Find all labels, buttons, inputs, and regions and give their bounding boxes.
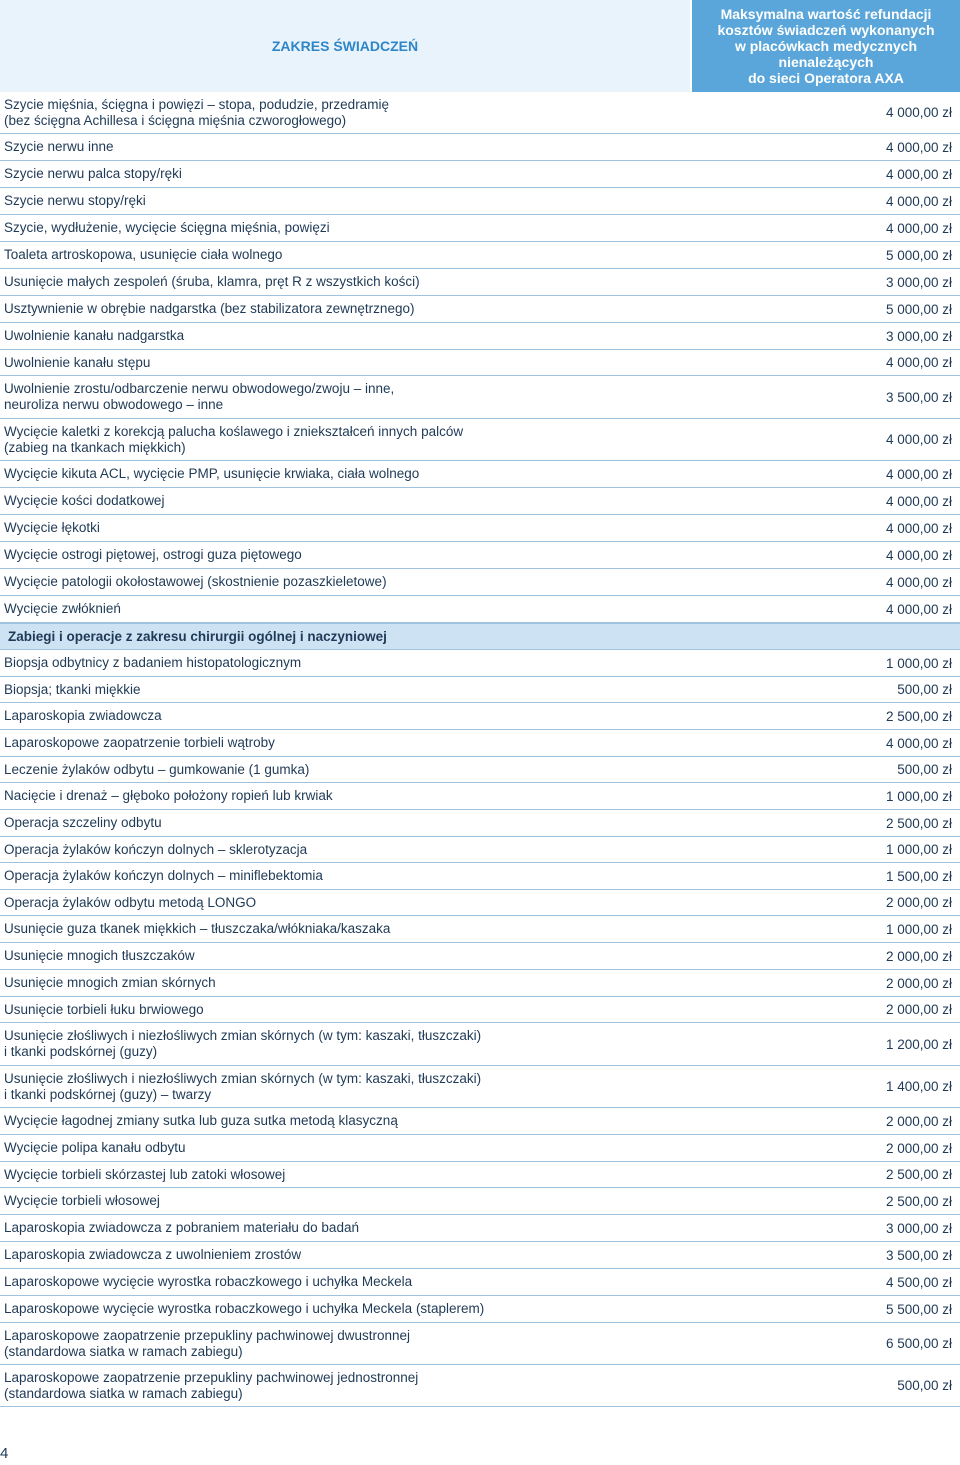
service-name — [0, 1323, 692, 1364]
refund-value: 500,00 zł — [897, 1378, 952, 1393]
column-header-refund-line: Maksymalna wartość refundacji — [720, 6, 932, 22]
service-name-line: Laparoskopowe wycięcie wyrostka robaczkowego i uchyłka Meckela — [4, 1274, 413, 1289]
service-name-line: Usztywnienie w obrębie nadgarstka (bez stabilizatora zewnętrznego) — [4, 301, 415, 316]
service-name — [0, 650, 692, 676]
column-header-scope — [0, 0, 692, 92]
service-name-line: Nacięcie i drenaż – głęboko położony ropień lub krwiak — [4, 788, 333, 803]
table-body — [0, 92, 960, 1407]
table-row — [0, 542, 960, 569]
refund-value: 2 500,00 zł — [885, 815, 952, 831]
table-row — [0, 677, 960, 703]
refund-value: 2 500,00 zł — [885, 708, 952, 724]
service-name — [0, 1215, 692, 1241]
service-name-line: i tkanki podskórnej (guzy) – twarzy — [4, 1086, 212, 1102]
section-header-row — [0, 623, 960, 650]
service-name — [0, 323, 692, 349]
service-name-line: Leczenie żylaków odbytu – gumkowanie (1 gumka) — [4, 761, 310, 777]
refund-value: 4 000,00 zł — [885, 166, 952, 182]
service-name-line: Usunięcie małych zespoleń (śruba, klamra, pręt R z wszystkich kości) — [4, 274, 420, 289]
service-name-line: Biopsja odbytnicy z badaniem histopatologicznym — [4, 655, 302, 670]
service-name-line: Wycięcie kaletki z korekcją palucha koślawego i zniekształceń innych palców — [4, 423, 464, 439]
refund-value: 2 000,00 zł — [885, 1002, 952, 1017]
refund-value: 4 000,00 zł — [885, 735, 952, 751]
service-name-line: Uwolnienie zrostu/odbarczenie nerwu obwodowego/zwoju – inne, — [4, 381, 395, 396]
refund-value: 1 400,00 zł — [885, 1079, 952, 1094]
service-name — [0, 1242, 692, 1268]
refund-value: 1 000,00 zł — [885, 788, 952, 804]
service-name-line: (standardowa siatka w ramach zabiegu) — [4, 1385, 243, 1401]
service-name — [0, 1365, 692, 1406]
service-name — [0, 837, 692, 862]
column-header-refund-line: do sieci Operatora AXA — [748, 70, 904, 86]
service-name — [0, 730, 692, 756]
service-name — [0, 188, 692, 214]
refund-value: 4 000,00 zł — [885, 355, 952, 370]
service-name — [0, 92, 692, 133]
table-row — [0, 1023, 960, 1066]
table-row — [0, 730, 960, 757]
refund-value: 3 500,00 zł — [885, 1247, 952, 1263]
service-name-line: Laparoskopowe wycięcie wyrostka robaczkowego i uchyłka Meckela (staplerem) — [4, 1301, 485, 1316]
service-name-line: Laparoskopia zwiadowcza — [4, 708, 162, 723]
service-name — [0, 134, 692, 160]
service-name — [0, 1108, 692, 1134]
service-name — [0, 997, 692, 1022]
service-name-line: Wycięcie kikuta ACL, wycięcie PMP, usunięcie krwiaka, ciała wolnego — [4, 466, 420, 481]
service-name — [0, 215, 692, 241]
refund-value: 3 000,00 zł — [885, 328, 952, 344]
service-name — [0, 1269, 692, 1295]
table-row — [0, 1323, 960, 1365]
table-row — [0, 1242, 960, 1269]
refund-value: 4 000,00 zł — [885, 493, 952, 509]
service-name — [0, 515, 692, 541]
service-name-line: Operacja żylaków kończyn dolnych – miniflebektomia — [4, 868, 323, 883]
service-name-line: (standardowa siatka w ramach zabiegu) — [4, 1343, 243, 1359]
service-name — [0, 1296, 692, 1322]
service-name-line: (bez ścięgna Achillesa i ścięgna mięśnia czworogłowego) — [4, 112, 347, 128]
service-name-line: Laparoskopowe zaopatrzenie przepukliny pachwinowej jednostronnej — [4, 1369, 419, 1385]
service-name — [0, 1135, 692, 1161]
service-name-line: Usunięcie mnogich tłuszczaków — [4, 948, 195, 963]
service-name — [0, 269, 692, 295]
refund-value: 6 500,00 zł — [885, 1336, 952, 1351]
service-name — [0, 1023, 692, 1065]
service-name — [0, 542, 692, 568]
service-name — [0, 783, 692, 809]
refund-value: 2 500,00 zł — [885, 1193, 952, 1209]
section-title — [0, 624, 692, 649]
refund-value: 1 000,00 zł — [885, 655, 952, 671]
service-name-line: Usunięcie złośliwych i niezłośliwych zmian skórnych (w tym: kaszaki, tłuszczaki) — [4, 1028, 482, 1043]
service-name-line: Uwolnienie kanału stępu — [4, 354, 151, 370]
service-name — [0, 810, 692, 836]
column-header-scope-label: ZAKRES ŚWIADCZEŃ — [271, 38, 419, 54]
table-row — [0, 188, 960, 215]
table-header — [0, 0, 960, 92]
table-row — [0, 1162, 960, 1188]
service-name — [0, 1162, 692, 1187]
table-row — [0, 134, 960, 161]
table-row — [0, 810, 960, 837]
refund-value: 500,00 zł — [897, 762, 952, 777]
refund-value: 5 000,00 zł — [885, 301, 952, 317]
table-row — [0, 296, 960, 323]
service-name-line: i tkanki podskórnej (guzy) — [4, 1044, 158, 1059]
service-name — [0, 943, 692, 969]
service-name-line: Wycięcie polipa kanału odbytu — [4, 1140, 186, 1155]
service-name-line: Szycie nerwu palca stopy/ręki — [4, 166, 182, 181]
refund-value: 4 000,00 zł — [885, 193, 952, 209]
service-name-line: Usunięcie mnogich zmian skórnych — [4, 975, 216, 990]
refund-value: 4 000,00 zł — [885, 574, 952, 590]
refund-value: 4 000,00 zł — [885, 432, 952, 447]
service-name-line: Operacja szczeliny odbytu — [4, 815, 162, 830]
table-row — [0, 1066, 960, 1108]
table-row — [0, 376, 960, 419]
table-row — [0, 916, 960, 943]
table-row — [0, 269, 960, 296]
refund-value: 4 000,00 zł — [885, 105, 952, 120]
refund-value: 5 500,00 zł — [885, 1301, 952, 1317]
service-name-line: Wycięcie torbieli skórzastej lub zatoki włosowej — [4, 1166, 286, 1182]
service-name-line: Biopsja; tkanki miękkie — [4, 681, 141, 697]
service-name — [0, 677, 692, 702]
service-name-line: Wycięcie ostrogi piętowej, ostrogi guza piętowego — [4, 547, 302, 562]
service-name — [0, 242, 692, 268]
service-name-line: Uwolnienie kanału nadgarstka — [4, 328, 185, 343]
service-name — [0, 863, 692, 889]
table-row — [0, 1365, 960, 1407]
table-row — [0, 650, 960, 677]
table-row — [0, 323, 960, 350]
service-name-line: Usunięcie guza tkanek miękkich – tłuszczaka/włókniaka/kaszaka — [4, 921, 391, 936]
refund-value: 4 000,00 zł — [885, 547, 952, 563]
table-row — [0, 1296, 960, 1323]
service-name-line: (zabieg na tkankach miękkich) — [4, 439, 186, 455]
table-row — [0, 461, 960, 488]
table-row — [0, 1135, 960, 1162]
refund-value: 2 500,00 zł — [885, 1167, 952, 1182]
refund-value: 2 000,00 zł — [885, 948, 952, 964]
table-row — [0, 350, 960, 376]
service-name — [0, 161, 692, 187]
refund-value: 3 500,00 zł — [885, 389, 952, 405]
service-name-line: Laparoskopowe zaopatrzenie torbieli wątroby — [4, 735, 275, 750]
refund-value: 3 000,00 zł — [885, 1220, 952, 1236]
refund-value: 1 000,00 zł — [885, 921, 952, 937]
service-name-line: Toaleta artroskopowa, usunięcie ciała wolnego — [4, 247, 283, 262]
service-name-line: Operacja żylaków odbytu metodą LONGO — [4, 894, 257, 910]
table-row — [0, 515, 960, 542]
service-name-line: Wycięcie kości dodatkowej — [4, 493, 165, 508]
refund-value: 4 000,00 zł — [885, 139, 952, 155]
table-row — [0, 419, 960, 461]
refund-value: 4 000,00 zł — [885, 466, 952, 482]
service-name — [0, 569, 692, 595]
refund-value: 2 000,00 zł — [885, 1140, 952, 1156]
service-name — [0, 350, 692, 375]
refund-value: 1 200,00 zł — [885, 1036, 952, 1052]
service-name-line: Szycie mięśnia, ścięgna i powięzi – stopa, podudzie, przedramię — [4, 96, 389, 112]
table-row — [0, 703, 960, 730]
table-row — [0, 783, 960, 810]
table-row — [0, 488, 960, 515]
service-name — [0, 890, 692, 915]
refund-value: 5 000,00 zł — [885, 247, 952, 263]
table-row — [0, 92, 960, 134]
service-name-line: Wycięcie torbieli włosowej — [4, 1193, 160, 1208]
table-row — [0, 1269, 960, 1296]
table-row — [0, 1108, 960, 1135]
service-name-line: Usunięcie złośliwych i niezłośliwych zmian skórnych (w tym: kaszaki, tłuszczaki) — [4, 1070, 482, 1086]
table-row — [0, 161, 960, 188]
table-row — [0, 837, 960, 863]
service-name — [0, 916, 692, 942]
service-name — [0, 296, 692, 322]
refund-value: 2 000,00 zł — [885, 975, 952, 991]
service-name-line: neuroliza nerwu obwodowego – inne — [4, 397, 224, 412]
refund-value — [692, 624, 960, 649]
refund-value: 4 000,00 zł — [885, 520, 952, 536]
refund-value: 2 000,00 zł — [885, 1113, 952, 1129]
refund-value: 500,00 zł — [897, 682, 952, 697]
service-name — [0, 461, 692, 487]
table-row — [0, 1215, 960, 1242]
column-header-refund-line: kosztów świadczeń wykonanych — [717, 22, 935, 38]
table-row — [0, 997, 960, 1023]
service-name — [0, 970, 692, 996]
refund-value: 4 500,00 zł — [885, 1274, 952, 1290]
refund-value: 2 000,00 zł — [885, 895, 952, 910]
service-name-line: Szycie, wydłużenie, wycięcie ścięgna mięśnia, powięzi — [4, 220, 330, 235]
service-name — [0, 703, 692, 729]
service-name — [0, 419, 692, 460]
column-header-refund — [692, 0, 960, 92]
service-name-line: Operacja żylaków kończyn dolnych – sklerotyzacja — [4, 841, 308, 857]
table-row — [0, 242, 960, 269]
service-name — [0, 757, 692, 782]
table-row — [0, 215, 960, 242]
service-name — [0, 488, 692, 514]
table-row — [0, 943, 960, 970]
service-name-line: Wycięcie łękotki — [4, 520, 100, 535]
table-row — [0, 970, 960, 997]
table-row — [0, 863, 960, 890]
refund-value: 4 000,00 zł — [885, 220, 952, 236]
service-name-line: Laparoskopia zwiadowcza z pobraniem materiału do badań — [4, 1220, 359, 1235]
refund-value: 4 000,00 zł — [885, 601, 952, 617]
service-name-line: Szycie nerwu inne — [4, 139, 114, 154]
service-name — [0, 1188, 692, 1214]
service-name-line: Wycięcie patologii okołostawowej (skostnienie pozaszkieletowe) — [4, 574, 387, 589]
service-name — [0, 596, 692, 622]
service-name — [0, 376, 692, 418]
service-name-line: Laparoskopowe zaopatrzenie przepukliny pachwinowej dwustronnej — [4, 1327, 410, 1343]
service-name-line: Wycięcie zwłóknień — [4, 601, 121, 616]
service-name-line: Usunięcie torbieli łuku brwiowego — [4, 1001, 204, 1017]
table-row — [0, 757, 960, 783]
service-name-line: Szycie nerwu stopy/ręki — [4, 193, 146, 208]
page-number: 4 — [0, 1445, 9, 1462]
service-name-line: Wycięcie łagodnej zmiany sutka lub guza sutka metodą klasyczną — [4, 1113, 398, 1128]
service-name — [0, 1066, 692, 1107]
column-header-refund-line: nienależących — [778, 54, 874, 70]
table-row — [0, 890, 960, 916]
service-name-line: Laparoskopia zwiadowcza z uwolnieniem zrostów — [4, 1247, 302, 1262]
table-row — [0, 569, 960, 596]
table-row — [0, 596, 960, 623]
refund-value: 3 000,00 zł — [885, 274, 952, 290]
column-header-refund-line: w placówkach medycznych — [734, 38, 918, 54]
refund-value: 1 000,00 zł — [885, 842, 952, 857]
table-row — [0, 1188, 960, 1215]
service-name-line: Zabiegi i operacje z zakresu chirurgii ogólnej i naczyniowej — [8, 628, 387, 644]
refund-value: 1 500,00 zł — [885, 868, 952, 884]
